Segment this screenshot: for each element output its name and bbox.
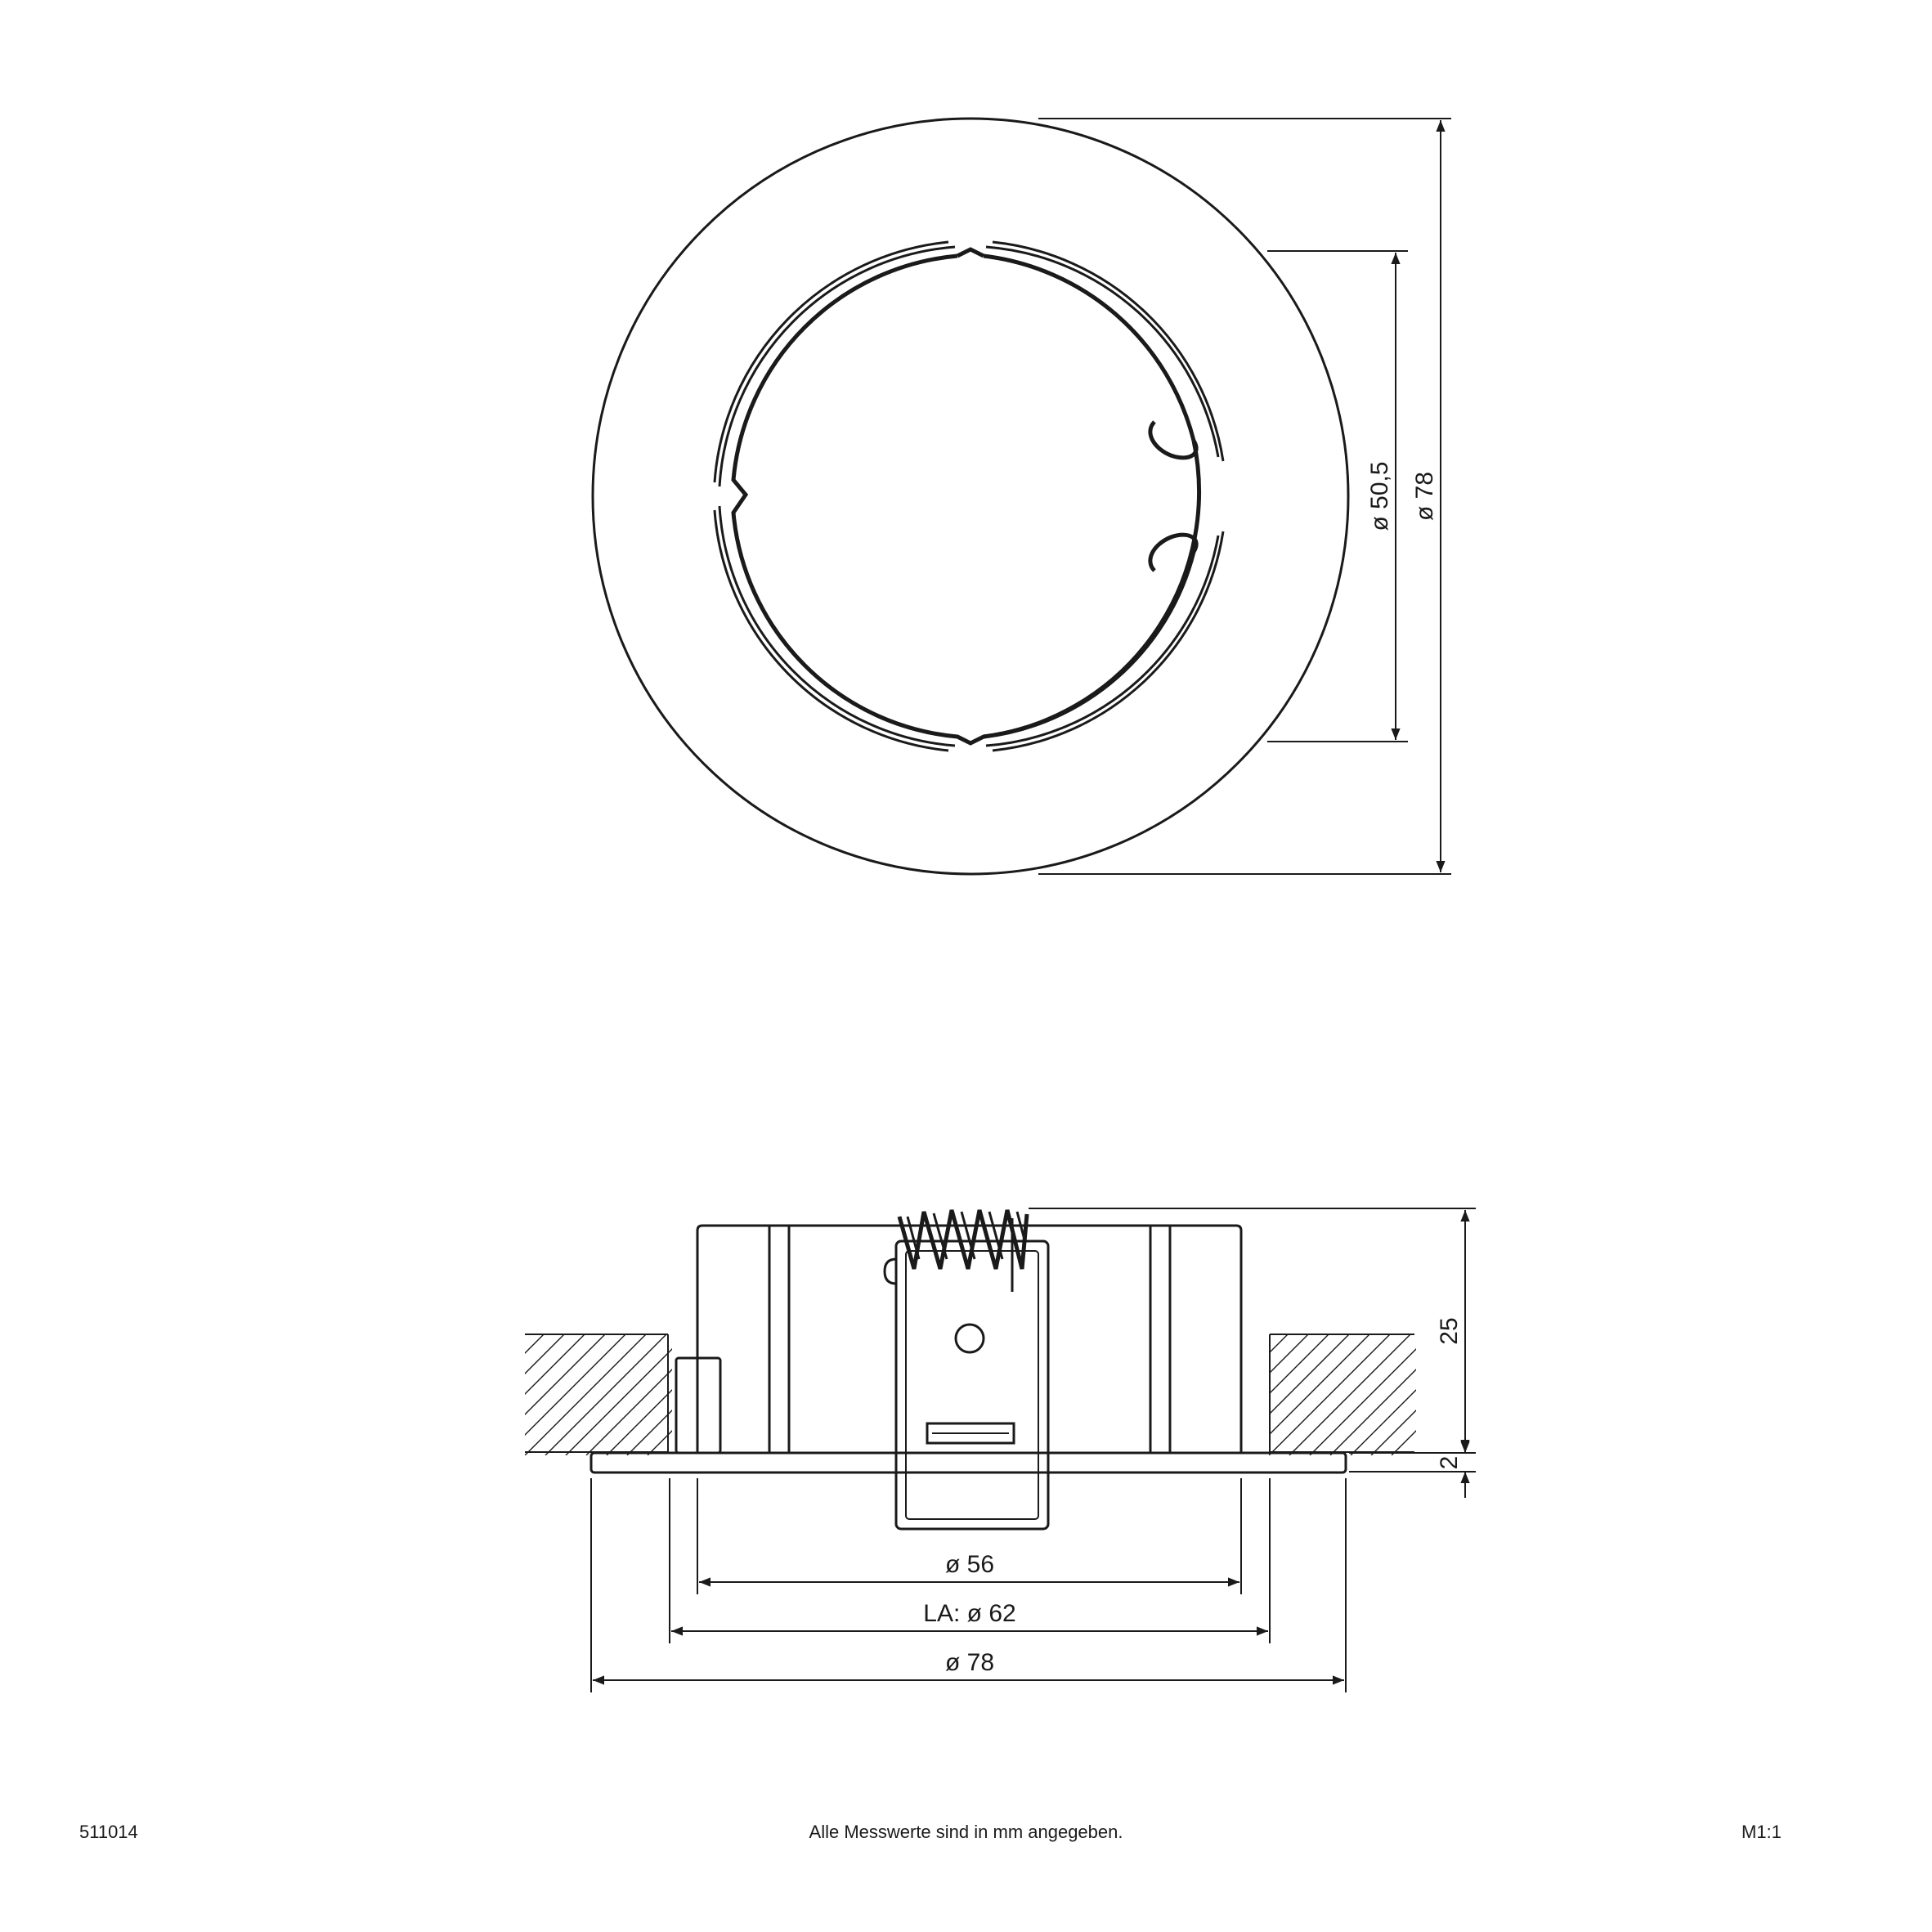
flange	[591, 1453, 1346, 1473]
top-view	[593, 119, 1451, 874]
article-number: 511014	[79, 1822, 138, 1842]
side-view	[423, 1208, 1514, 1692]
scale-label: M1:1	[1741, 1822, 1782, 1842]
ceiling-right	[1167, 1333, 1514, 1455]
outer-diameter-label-side: ø 78	[944, 1649, 995, 1676]
inner-diameter-label: ø 50,5	[1366, 461, 1393, 531]
body-diameter-label: ø 56	[944, 1551, 995, 1578]
height-label: 25	[1436, 1317, 1463, 1345]
outer-ring	[593, 119, 1348, 874]
side-dimensions	[591, 1208, 1476, 1692]
top-dimensions	[1038, 119, 1451, 874]
outer-diameter-label: ø 78	[1411, 471, 1438, 522]
housing	[676, 1226, 1241, 1453]
inner-ring	[715, 242, 1223, 751]
flange-thickness-label: 2	[1436, 1455, 1463, 1470]
ceiling-left	[423, 1333, 770, 1455]
measurement-note: Alle Messwerte sind in mm angegeben.	[809, 1822, 1123, 1842]
spring-clip	[885, 1210, 1048, 1529]
cutout-diameter-label: LA: ø 62	[923, 1600, 1016, 1627]
